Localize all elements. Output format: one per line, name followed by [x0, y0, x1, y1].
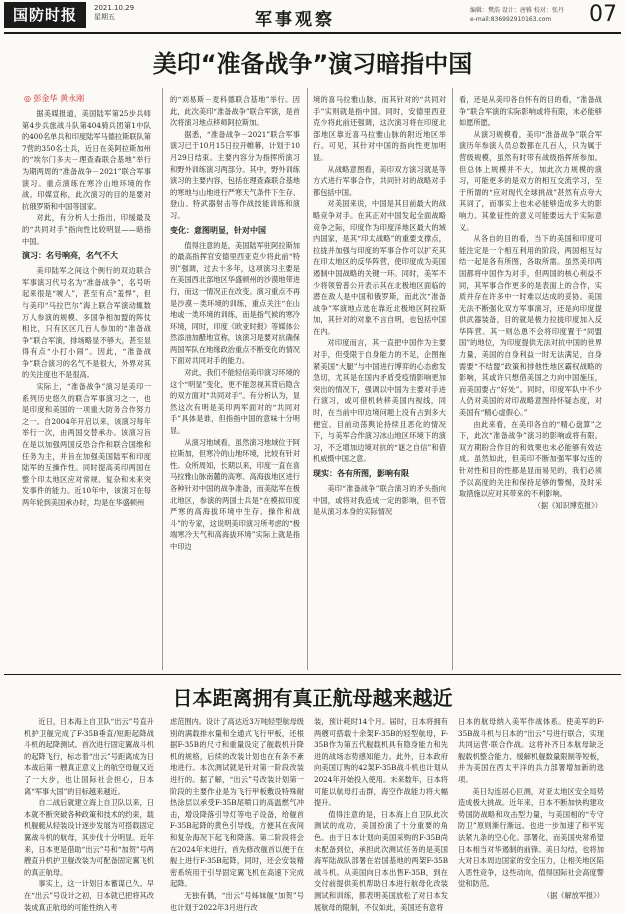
paragraph: 虑范围内。设计了高达近3万吨轻型航母级别的满载排水量和全通式飞行甲板，还根据F-35B的尺寸和重量设定了舰载机升降机的规格，后续的改装计划也在有条不紊地进行。本次测试就是针对第一阶段改装进行的。据了解，“出云”号改装计划第一阶段的主要作业是为飞行甲板敷设特殊耐热涂层以承受F-35B尾喷口的高温燃气冲击，增设降落引导灯等电子设备，给舰首F-35B起降的黄色引导线，方便其在夜间和复杂海况下起飞和降落。第二阶段将会在2024年末进行，首先修改舰首以便于在舰上进行F-35B起降，同时，还会安装精密系统用于引导固定翼飞机在高速下完成起降。: [170, 717, 304, 889]
editor-info: [470, 6, 590, 24]
article1-byline: ◎ 彭金华 黄永刚: [24, 94, 85, 103]
paragraph: 装，预计耗时14个月。届时，日本将拥有两艘可搭载十余架F-35B的轻型航母，F-35B作为第五代舰载机具有隐身能力和先进的战场态势感知能力。此外，日本政府向美国订购的42架F-35B战斗机也计划从2024年开始投入使用。未来数年，日本将可能以航母打击群，海空作战能力将大幅提升。: [314, 717, 448, 808]
article2-column-4: [458, 716, 604, 900]
article2-column-2: [170, 716, 304, 912]
section-title: 军事观察: [255, 10, 335, 30]
paragraph: 由此来看，在美印各自的“精心盘算”之下，此次“准备战争”演习的影响或将有限。双方期盼合作目的和效果也未必能够有效达成。虽然如此，但美印不断加强军事勾连的针对性和目的性都是显而易见的，我们必须予以高度的关注和保持足够的警惕，及时采取措施以应对其带来的不利影响。: [459, 419, 602, 499]
paragraph: 的“刘易斯－麦科德联合基地”举行。因此，此次美印“准备战争”联合军演，是首次将演习地点移师阿拉斯加。: [170, 95, 300, 128]
paragraph: 对美国来说，中国是其目前最大的战略竞争对手。在其正对中国发起全面战略竞争之际，印度作为印度洋地区最大的域内国家，是其“印太战略”的重要支撑点，拉拢并加强与印度的军事合作可以扩充其在印太地区的反华阵营，使印度成为美国遏制中国战略的关键一环。同时，美军不少将领曾普公开表示其在北极地区面临的潜在敌人是中国和俄罗斯，而此次“准备战争”军演地点选在靠近北极地区阿拉斯加，其针对的对象不言自明，也包括中国在内。: [313, 199, 446, 336]
issue-weekday: 星期五: [94, 13, 115, 21]
paragraph: 近日，日本海上自卫队“出云”号直升机护卫舰完成了F-35B垂直/短距起降战斗机的起降测试。首次进行固定翼战斗机的起降飞行，标志着“出云”号距离成为日本战后第一艘真正意义上的航空母舰又近了一大步，也让国际社会担心，日本离“军事大国”的目标越来越近。: [24, 717, 154, 796]
header-divider: [4, 32, 621, 34]
paragraph: 据美媒报道，美国陆军第25步兵师第4步兵旅战斗队第404骑兵团第1中队的400名单兵和印度陆军马德拉斯联队第7营的350名士兵，近日在美阿拉斯加州的“埃尔门多夫－理查森联合基地”举行为期两周的“准备战争－2021”联合军事演习。重点演练在寒冷山地环境的作战。印媒宣称，此次演习的目的是要对抗俄罗斯和中国等国家。: [22, 109, 151, 211]
paragraph: 值得注意的是，美国陆军驻阿拉斯加的最高指挥官安德里西亚克少将此前“特别”强调，过去十多年，这项演习主要是在美国西北部地区华盛顿州的沙漠地带进行，而这一情况正在改变。演习重点不再是沙漠－类环境的训练，重点关注“在山地或一类环境的训练，而是指气候的寒冷环境，同时，印度《欧亚时报》等媒体公然添油加醋地宣称，该演习是要对抗确保两国军队在地缘政治重点不断变化的情况下面对共同对手的能力。: [170, 240, 300, 366]
paragraph: 从各自的目的看，当下的美国和印度可能注定是一个相互利用的阶段，两国相互勾结一起是各有所图，各取所需。虽然美印两国都将中国作为对手，但两国的核心利益不同，其军事合作更多的是表面上的合作，实质并存在许多中一时难以达成的妥协。美国无法不断强化双方军事演习，还是向印度提供武器装备，目的就是极力拉拢印度加入反华阵营。其一则怂恿不会将印度置于“同盟国”的地位，为印度提供无法对抗中国的世界力量，美国的自身利益一时无法满足，自身需要“不结盟”政策和排他性地区霸权战略的影响，其或许只想借美国之力向中国施压，而美国要占“好处”。同时，印度军队中不少人仍对美国的对印战略意图持怀疑态度，对美国有“精心虚假心。”: [459, 234, 602, 418]
article2-column-3: [314, 716, 448, 912]
editor-credits: 编辑：樊浩 设计：唐雅 校对：张丹: [470, 7, 564, 14]
article1-headline: 美印“准备战争”演习暗指中国: [152, 50, 473, 78]
paragraph: 自二战后就建立海上自卫队以来，日本就不断突破各种政策和技术的约束，载机舰艇从轻装设计逐步发展为可搭载固定翼战斗机的航母，其步伐十分明显。近年来，日本更是借助“出云”号和“加贺”号两艘直升机护卫舰改装为可配备固定翼飞机的真正航母。: [24, 798, 154, 877]
article1-column-4: [459, 94, 602, 670]
paragraph: 从战略意图看，美印双方演习就是等方式进行军事合作，共同针对的战略对手都包括中国。: [313, 164, 446, 197]
logo-text: 国防时报: [12, 6, 77, 24]
newspaper-logo: [4, 2, 86, 28]
paragraph: 值得注意的是，日本海上自卫队此次测试的成功，美国扮演了十分重要的角色。由于日本计划向美国采购的F-35B尚未配备到位，承担此次测试任务的是美国海军陆战队部署在岩国基地的两架F-35B战斗机。从美国向日本出售F-35B，到在交付前提供美机帮助日本进行航母化改装测试和训练，都表明美国放松了对日本发展航母的限制，不仅如此，美国还有意将: [314, 809, 448, 912]
paragraph: 美印“准备战争”联合演习的矛头指向中国，或将对我造成一定的影响，但不管是从演习本身的实际情况: [313, 484, 446, 517]
page-number: 07: [589, 2, 617, 27]
article2-column-1: [24, 716, 154, 912]
issue-date: 2021.10.29: [94, 4, 135, 12]
article-divider: [4, 674, 621, 675]
paragraph: 从演习地域看，虽然演习地域位于阿拉斯加，但寒冷的山地环境，比较有针对性。众所周知，长期以来，印度一直在喜马拉雅山脉南麓的高寒、高海拔地区进行各种针对中国的战争准备，而美陆军在极北地区，参演的两国士兵是“在模拟印度严寒的高海拔环境中生存、操作和战斗”的专家，这说明美印演习所考虑的“极端寒冷天气和高海拔环境”实际上就是指中印边: [170, 437, 300, 551]
paragraph: 美印陆军之间这个例行的双边联合军事演习代号名为“准备战争”，名号听起来很是“唬人”，甚至有点“羞悍”，但与美印“马拉巴尔”海上联合军演动辄数万人参演的规模、多国争相加盟的阵仗相比，只有区区几百人参加的“准备战争”联合军演，排场略显不够大，甚至显得有点“小打小闹”。因此，“准备战争”联合演习的名气不是很大，外界对其的关注度也不是很高。: [22, 266, 151, 380]
paragraph: 据悉，“准备战争－2021”联合军事演习已于10月15日拉开帷幕，计划于10月29日结束。主要内容分为指挥所演习和野外训练演习两部分。其中，野外训练演习的主要内容，包括在理查森联合基地的寒地与山地进行严寒天气条件下生存、登山、特武器射击等作战技能训练和演习。: [170, 129, 300, 220]
page-header: [0, 0, 625, 34]
paragraph: 对此，有分析人士指出，印缓最及的“共同对手”指向性比较明显——暗指中国。: [22, 213, 151, 246]
paragraph: 对印度而言，其一直把中国作为主要对手，但受限于自身能力的不足，企图拖紧美国“大腿”与中国进行博弈的心态愈发急切，尤其是在国内矛盾受疫情影响更加突出的情况下，强调以中国为主要对手进行演习，或可借机转移美国内视线，同时，在当前中印边境问题上没有占到多大便宜、目前动荡舆论持续且恶化的情况下，与美军合作演习冰山地区环境下的演习，不乏增加边境对抗的“谜之自信”和借机威慑中国之意。: [313, 338, 446, 464]
article1-column-2: [170, 94, 300, 670]
source-credit: （据《解放军报》）: [542, 890, 604, 900]
paragraph: 美日勾连居心叵测，对亚太地区安全局势造成极大挑战。近年来，日本不断加快构建攻势国防战略和攻击型力量，与美国相的“专守防卫”原则渐行渐远。也进一步加速了和平宪法紧九条的空心化。部署化，而美国央常希望日本相当对华遏制的前锋。美日勾结，也将加大对日本周边国家的安全压力，让相关地区陷入恶性竞争，这些动向，值得国际社会高度警觉和防范。: [458, 786, 604, 889]
paragraph: 看，还是从美印各自怀有的目的看，“准备战争”联合军演的实际影响或将有限，未必能够如愿所愿。: [459, 95, 602, 128]
article1-column-3: [313, 94, 446, 670]
column-divider: [452, 88, 453, 670]
subheading: 演习：名号响亮，名气不大: [22, 251, 118, 261]
column-divider: [162, 88, 163, 670]
paragraph: 实际上，“准备战争”演习是美印一系列历史悠久的联合军事演习之一，也是印度和美国的一项重大防务合作努力之一。自2004年开启以来，该演习每年举行一次，由两国交替承办。该演习旨在是以加强两国反恐合作和联合国维和任务为主，并旨在加强美国陆军和印度陆军的互操作性。同时提高美印两国在整个印太地区应对常规、复杂和未来突发事件的能力。近10年中，该演习在每两年轮到美国承办时，均是在华盛顿州: [22, 382, 151, 507]
column-divider: [307, 88, 308, 670]
paragraph: 对此，我们不能轻信美印演习环境的这个“明显”变化，更不能忽视其背后隐含的双方面对“共同对手”。有分析认为，显然这次有明是美印两军面对的“共同对手”具体是谁，但指指中国的意味十分明显。: [170, 368, 300, 436]
article2-headline: 日本距离拥有真正航母越来越近: [172, 686, 453, 710]
source-credit: （据《知识博览报》）: [533, 500, 602, 510]
paragraph: 无独有偶，“出云”号姊妹舰“加贺”号也计划于2022年3月进行改: [170, 890, 304, 912]
paragraph: 事实上，这一计划日本蓄谋已久。早在“出云”号设计之初，日本就已把将其改装成真正航母的可能性纳入考: [24, 879, 154, 912]
subheading: 现实：各有所图，影响有限: [313, 469, 409, 478]
date-block: [94, 4, 134, 22]
editor-email: e-mail:836992910163.com: [470, 16, 552, 23]
article1-column-1: [22, 108, 151, 670]
paragraph: 境的喜马拉雅山脉，而其针对的“共同对手”实则就是指中国。同时，安德里西亚克少将此前还强调，这次演习将在印度北部地区靠近喜马拉雅山脉的附近地区举行。可见，其针对中国的指向性更加明显。: [313, 95, 446, 162]
paragraph: 从演习规模看，美印“准备战争”联合军演历年参演人员总数都在几百人，只为属于营级规模，虽然有时带有战级指挥所参加。但总体上规模并不大，加此次力规模的演习，可能更多的是双方的相互交流学习，至于所谓的“应对现代全球挑战”甚然有点夸大其词了，而事实上也未必能够造成多大的影响力。其象征性的意义可能要远大于实际意义。: [459, 129, 602, 232]
subheading: 变化：意图明显，针对中国: [170, 225, 266, 235]
paragraph: 日本的航母纳入美军作战体系。使美军的F-35B战斗机与日本的“出云”号进行联合，实现共同运营·联合作战。这将补齐日本航母缺乏舰载机整合能力、缓解机舰数量限制等短板，并为美国在西太平洋的兵力部署增加新的选项。: [458, 717, 604, 784]
